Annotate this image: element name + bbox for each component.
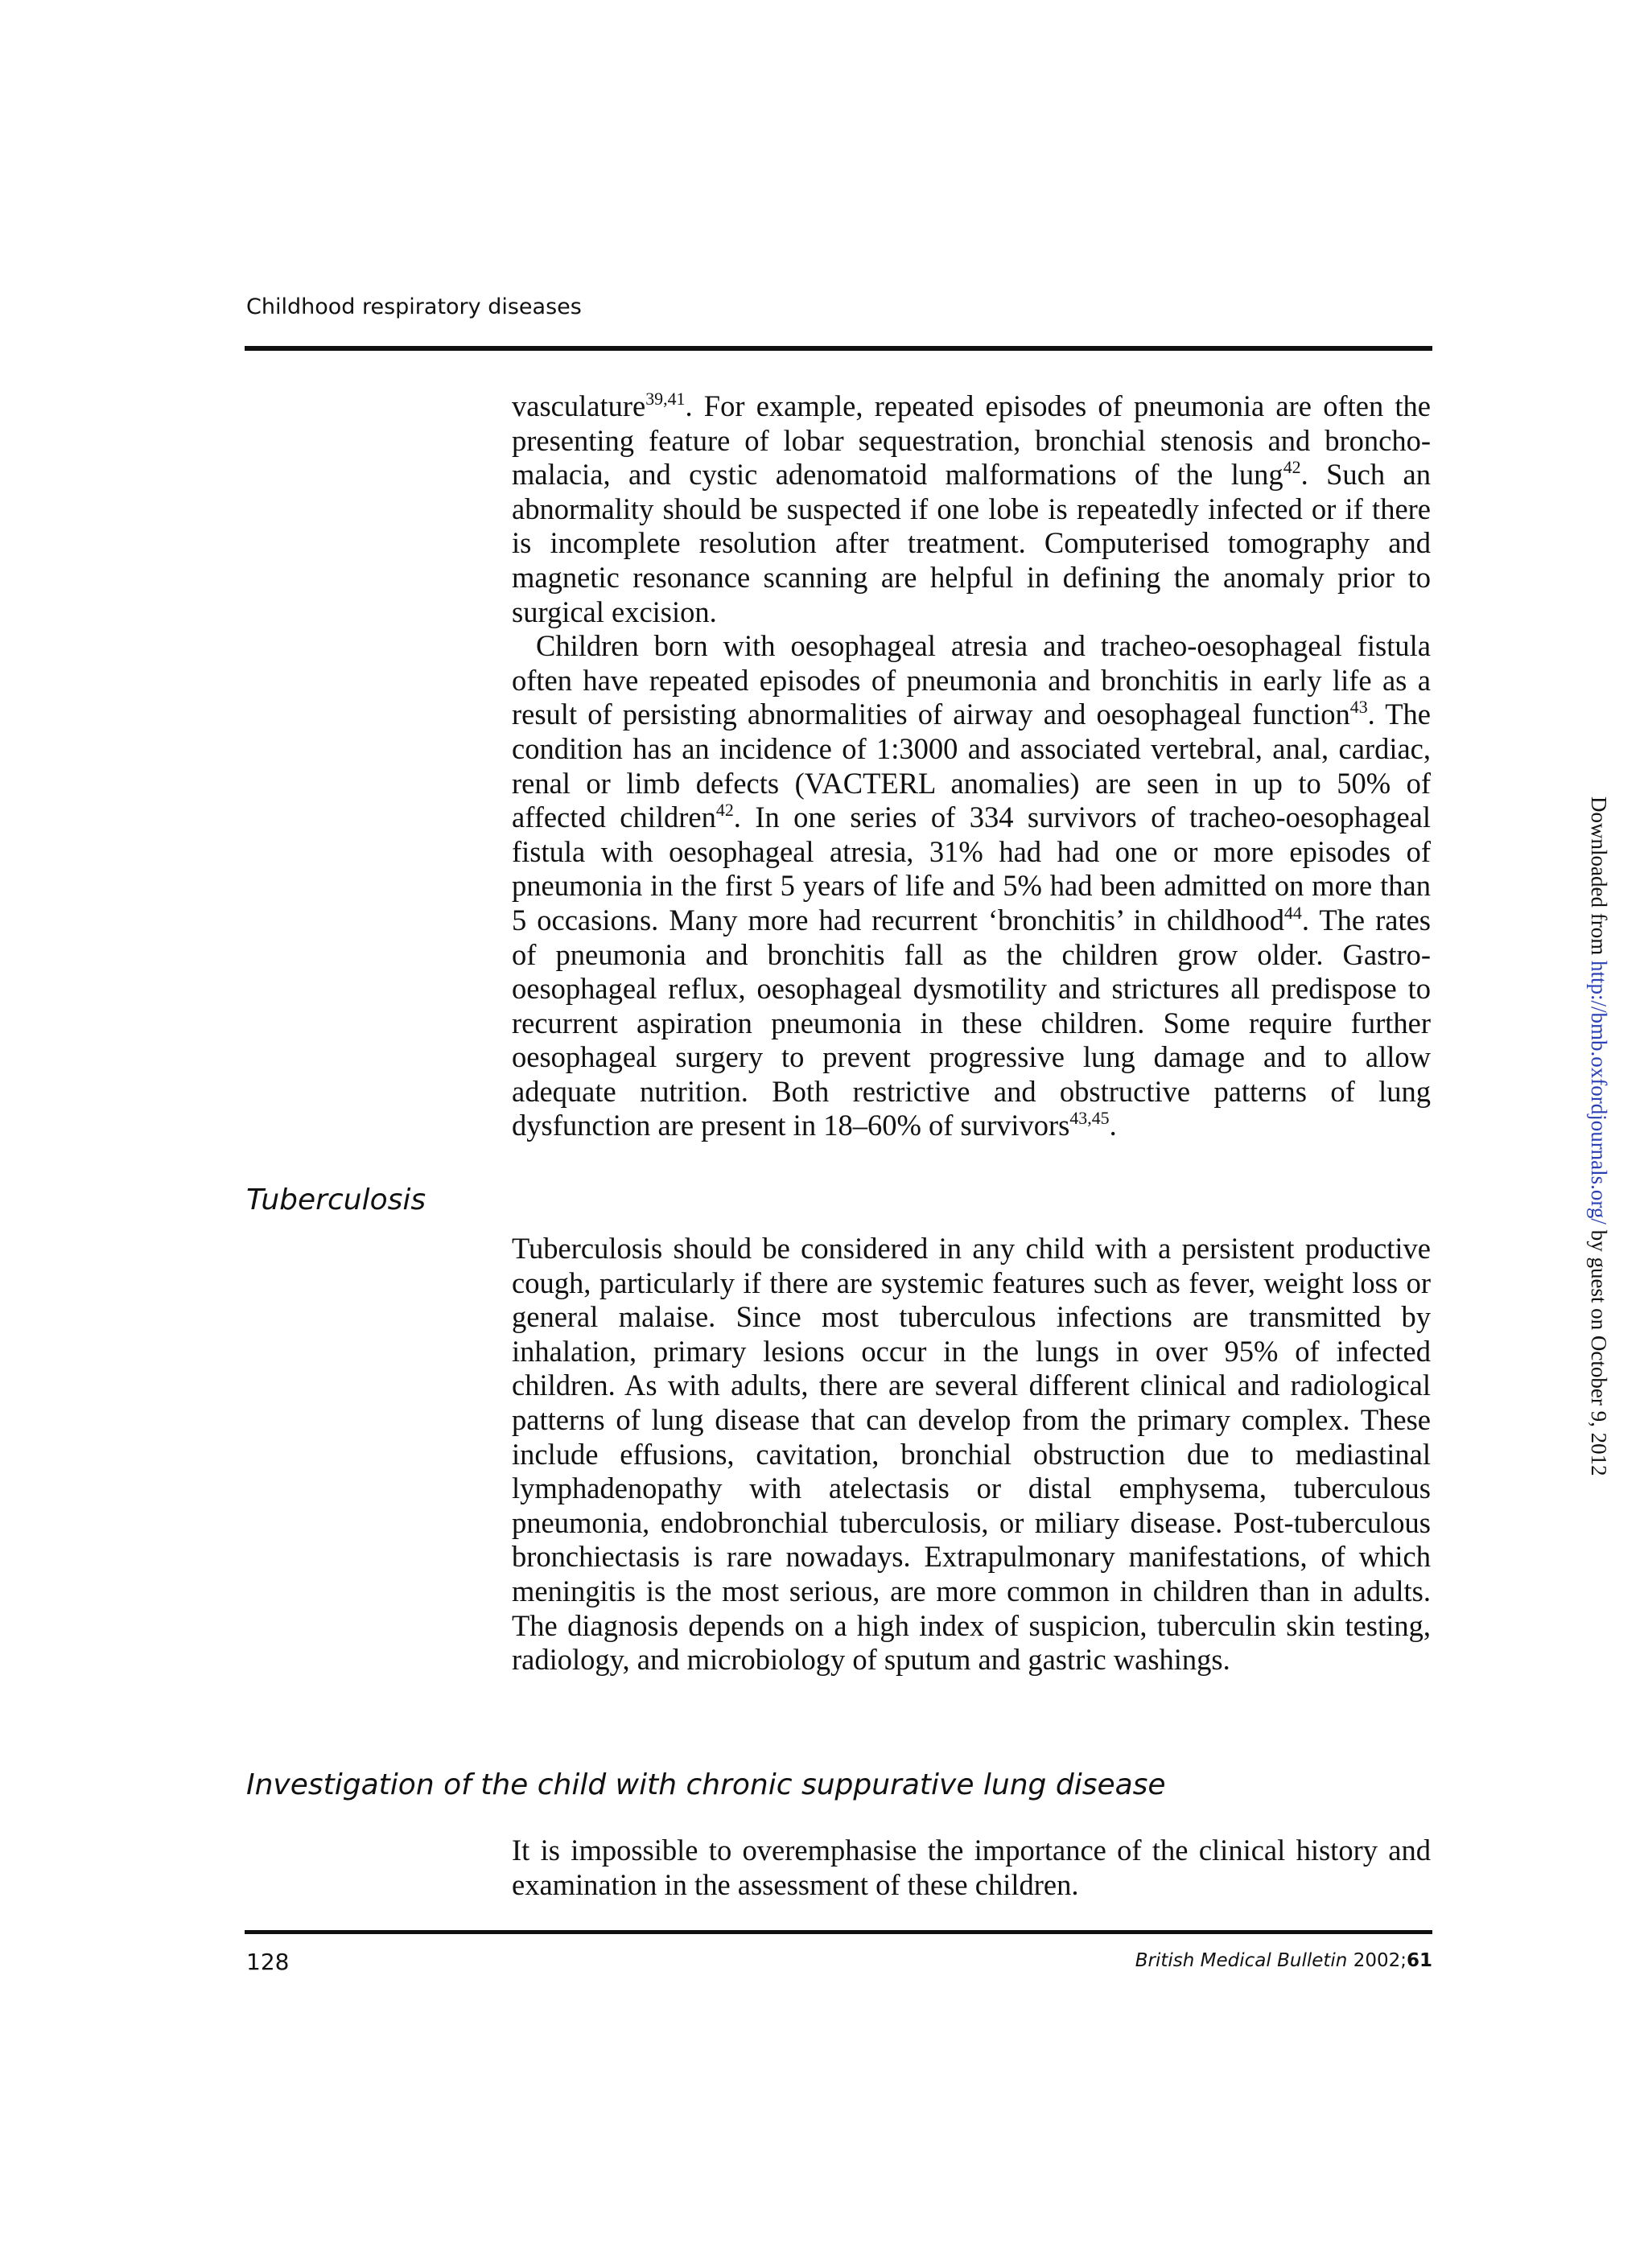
source-link[interactable]: http://bmb.oxfordjournals.org/ xyxy=(1587,960,1611,1225)
header-rule xyxy=(245,346,1432,351)
text-run: . Such an abnormality should be suspected if one lobe is repeatedly infected or if there is incomplete resolution after treatment. Computerised tomography and magnetic resonance scanning are helpful in defining the anomaly prior to surgical excision. xyxy=(512,458,1432,628)
text-run: Children born with oesophageal atresia and tracheo-oesophageal fistula often have repeated episodes of pneumonia and bronchitis in early life as a result of persisting abnormalities of airway and oesophageal function xyxy=(512,629,1431,731)
journal-citation xyxy=(1135,1950,1432,1971)
text-run: vasculature xyxy=(512,389,646,422)
body-text-block xyxy=(512,1834,1431,1902)
download-watermark xyxy=(1587,796,1611,1476)
download-note-prefix: Downloaded from xyxy=(1587,796,1611,961)
paragraph: Tuberculosis should be considered in any child with a persistent productive cough, particularly if there are systemic features such as fever, weight loss or general malaise. Since most tuberculous infections are transmitted by inhalation, primary lesions occur in the lungs in over 95% of infected children. As with adults, there are several different clinical and radiological patterns of lung disease that can develop from the primary complex. These include effusions, cavitation, bronchial obstruction due to mediastinal lymphadenopathy with atelectasis or distal emphysema, tuberculous pneumonia, endobronchial tuberculosis, or miliary disease. Post-tuberculous bronchiectasis is rare nowadays. Extrapulmonary manifestations, of which meningitis is the most serious, are more common in children than in adults. The diagnosis depends on a high index of suspicion, tuberculin skin testing, radiology, and microbiology of sputum and gastric washings. xyxy=(512,1232,1431,1677)
section-heading-tuberculosis: Tuberculosis xyxy=(246,1183,426,1216)
text-run: . For example, repeated episodes of pneumonia are often the presenting feature of lobar sequestration, bronchial stenosis and bronchomalacia, and cystic adenomatoid malformations of the lung xyxy=(512,389,1431,492)
journal-name: British Medical Bulletin xyxy=(1135,1950,1348,1971)
download-note-text xyxy=(1587,796,1611,1476)
paragraph xyxy=(512,389,1431,629)
citation-superscript: 44 xyxy=(1283,902,1302,923)
journal-year: 2002; xyxy=(1353,1950,1407,1971)
citation-superscript: 43 xyxy=(1349,697,1368,718)
footer-rule xyxy=(245,1930,1432,1934)
citation-superscript: 42 xyxy=(715,799,734,820)
citation-superscript: 42 xyxy=(1283,456,1301,477)
download-note-suffix: by guest on October 9, 2012 xyxy=(1587,1224,1611,1476)
paragraph xyxy=(512,629,1431,1143)
citation-superscript: 43,45 xyxy=(1069,1108,1110,1129)
citation-superscript: 39,41 xyxy=(645,388,686,409)
section-heading-investigation: Investigation of the child with chronic suppurative lung disease xyxy=(246,1768,1166,1801)
page-number: 128 xyxy=(246,1949,290,1975)
running-head: Childhood respiratory diseases xyxy=(246,294,582,319)
text-run: . The condition has an incidence of 1:3000 and associated vertebral, anal, cardiac, renal or limb defects (VACTERL anomalies) are seen in up to 50% of affected children xyxy=(512,698,1432,834)
text-run: . In one series of 334 survivors of tracheo-oesophageal fistula with oesophageal atresia, 31% had had one or more episodes of pneumonia in the first 5 years of life and 5% had been admitted on more than 5 occasions. Many more had recurrent ‘bronchitis’ in childhood xyxy=(512,801,1431,936)
paragraph: It is impossible to overemphasise the importance of the clinical history and examination in the assessment of these children. xyxy=(512,1834,1431,1901)
text-run: . xyxy=(1109,1109,1117,1142)
body-text-block xyxy=(512,389,1431,1143)
journal-volume: 61 xyxy=(1406,1950,1432,1971)
text-run: . The rates of pneumonia and bronchitis fall as the children grow older. Gastro-oesophageal reflux, oesophageal dysmotility and strictures all predispose to recurrent aspiration pneumonia in these children. Some require further oesophageal surgery to prevent progressive lung damage and to allow adequate nutrition. Both restrictive and obstructive patterns of lung dysfunction are present in 18–60% of survivors xyxy=(512,903,1431,1142)
body-text-block xyxy=(512,1232,1431,1677)
